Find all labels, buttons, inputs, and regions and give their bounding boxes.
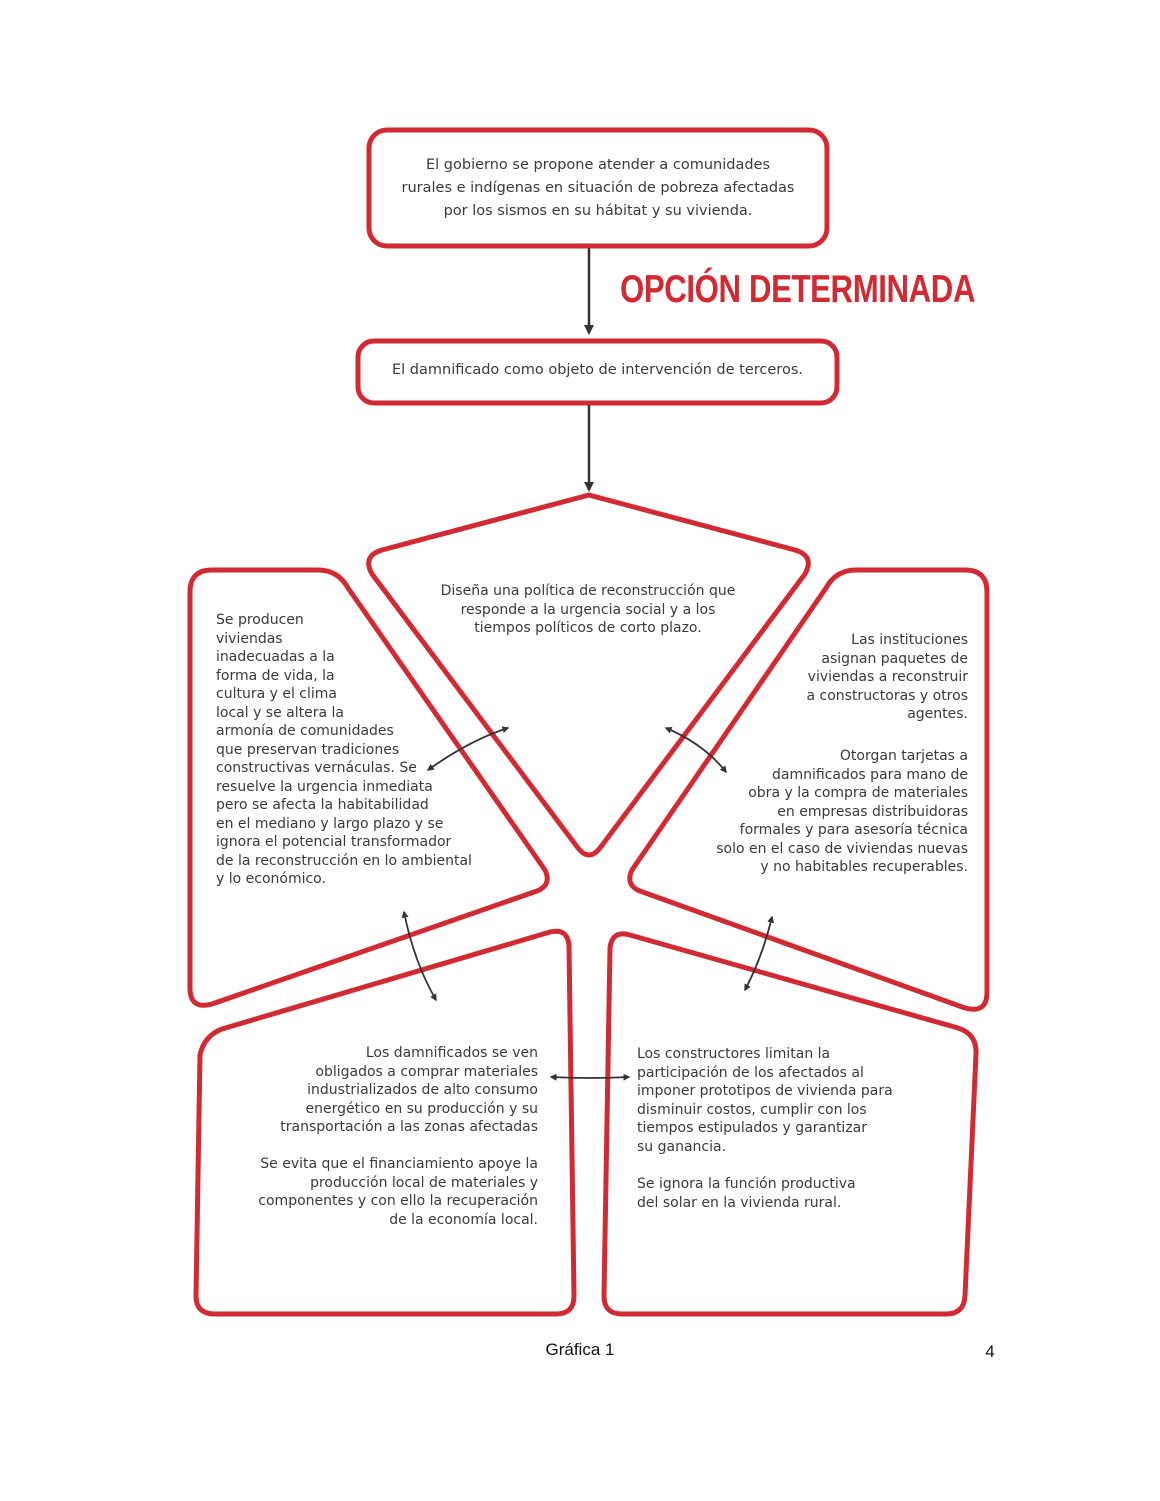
- top-box-text: El gobierno se propone atender a comunidades rurales e indígenas en situación de pobreza afectadas por los sismos en su hábitat y su vivienda.: [401, 157, 795, 219]
- panel-bottom-left-text-2: Se evita que el financiamiento apoye la producción local de materiales y componentes y con ello la recuperación de la economía local.: [258, 1156, 538, 1228]
- figure-caption: Gráfica 1: [545, 1340, 615, 1359]
- panel-bottom-right-text-1: Los constructores limitan la participación de los afectados al imponer prototipos de vivienda para disminuir costos, cumplir con los tiempos estipulados y garantizar su ganancia.: [637, 1046, 893, 1155]
- panel-right-text-2: Otorgan tarjetas a damnificados para mano de obra y la compra de materiales en empresas distribuidoras formales y para asesoría técnica solo en el caso de viviendas nuevas y no habitables recuperables.: [716, 748, 968, 875]
- double-arrow-bottomleft-bottomright: [551, 1077, 629, 1078]
- panel-top-text: Diseña una política de reconstrucción que responde a la urgencia social y a los tiempos políticos de corto plazo.: [440, 583, 736, 636]
- page-number: 4: [985, 1342, 995, 1361]
- panel-bottom-right-text-2: Se ignora la función productiva del solar en la vivienda rural.: [637, 1176, 856, 1211]
- middle-box-text: El damnificado como objeto de intervención de terceros.: [392, 362, 803, 378]
- panel-bottom-left-text-1: Los damnificados se ven obligados a comprar materiales industrializados de alto consumo energético en su producción y su transportación a las zonas afectadas: [280, 1045, 538, 1135]
- heading-opcion-determinada: OPCIÓN DETERMINADA: [620, 268, 976, 311]
- panel-left-text: Se producen viviendas inadecuadas a la forma de vida, la cultura y el clima local y se altera la armonía de comunidades que preservan tradiciones constructivas vernáculas. Se resuelve la urgencia inmediata pero se afecta la habitabilidad en el mediano y largo plazo y se ignora el potencial transformador de la reconstrucción en lo ambiental y lo económico.: [216, 612, 472, 887]
- panel-right-text-1: Las instituciones asignan paquetes de viviendas a reconstruir a constructoras y otros agentes.: [806, 632, 968, 722]
